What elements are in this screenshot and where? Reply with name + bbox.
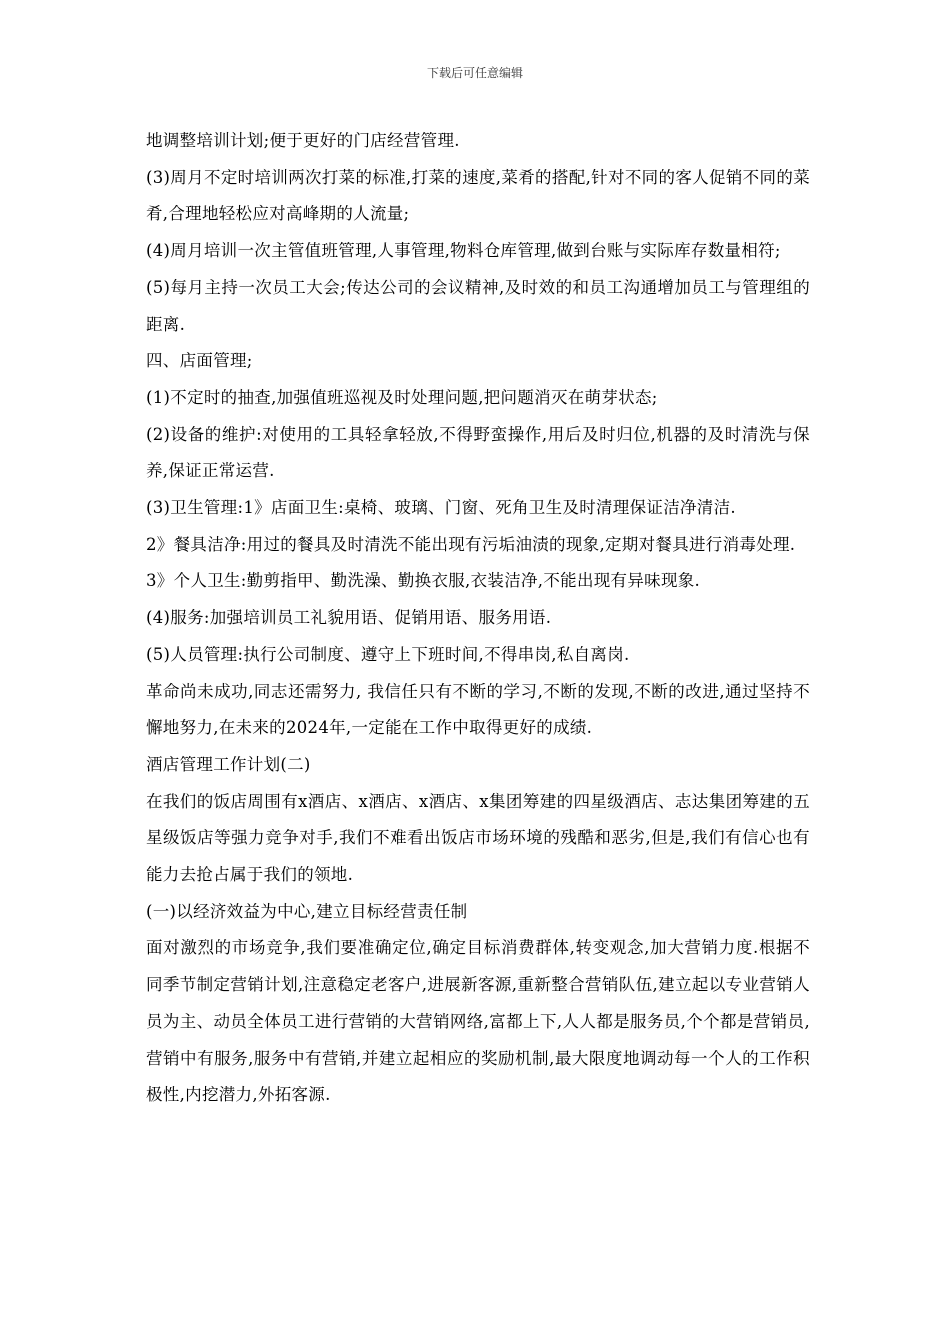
paragraph: (1)不定时的抽查,加强值班巡视及时处理问题,把问题消灭在萌芽状态; — [146, 387, 658, 407]
paragraph: 3》个人卫生:勤剪指甲、勤洗澡、勤换衣服,衣装洁净,不能出现有异味现象. — [146, 571, 701, 591]
paragraph: 地调整培训计划;便于更好的门店经营管理. — [146, 131, 460, 150]
paragraph: (3)周月不定时培训两次打菜的标准,打菜的速度,菜肴的搭配,针对不同的客人促销不同的菜肴,合理地轻松应对高峰期的人流量; — [146, 167, 810, 224]
paragraph: (5)人员管理:执行公司制度、遵守上下班时间,不得串岗,私自离岗. — [146, 644, 630, 664]
section-heading: 酒店管理工作计划(二) — [146, 754, 311, 774]
document-body — [146, 123, 810, 1114]
section-heading: 四、店面管理; — [146, 351, 253, 371]
paragraph: (4)服务:加强培训员工礼貌用语、促销用语、服务用语. — [146, 608, 552, 628]
section-heading: (一)以经济效益为中心,建立目标经营责任制 — [146, 901, 468, 921]
paragraph: (3)卫生管理:1》店面卫生:桌椅、玻璃、门窗、死角卫生及时清理保证洁净清洁. — [146, 498, 736, 518]
paragraph: 在我们的饭店周围有x酒店、x酒店、x酒店、x集团筹建的四星级酒店、志达集团筹建的五星级饭店等强力竞争对手,我们不难看出饭店市场环境的残酷和恶劣,但是,我们有信心也有能力去抢占属于我们的领地. — [146, 791, 810, 885]
paragraph: 面对激烈的市场竞争,我们要准确定位,确定目标消费群体,转变观念,加大营销力度.根据不同季节制定营销计划,注意稳定老客户,进展新客源,重新整合营销队伍,建立起以专业营销人员为主、动员全体员工进行营销的大营销网络,富都上下,人人都是服务员,个个都是营销员,营销中有服务,服务中有营销,并建立起相应的奖励机制,最大限度地调动每一个人的工作积极性,内挖潜力,外拓客源. — [146, 938, 810, 1105]
page-header: 下载后可任意编辑 — [426, 66, 523, 80]
paragraph: (2)设备的维护:对使用的工具轻拿轻放,不得野蛮操作,用后及时归位,机器的及时清洗与保养,保证正常运营. — [146, 424, 810, 481]
paragraph: 2》餐具洁净:用过的餐具及时清洗不能出现有污垢油渍的现象,定期对餐具进行消毒处理. — [146, 534, 796, 554]
paragraph: (5)每月主持一次员工大会;传达公司的会议精神,及时效的和员工沟通增加员工与管理组的距离. — [146, 277, 810, 334]
paragraph: 革命尚未成功,同志还需努力, 我信任只有不断的学习,不断的发现,不断的改进,通过坚持不懈地努力,在未来的2024年,一定能在工作中取得更好的成绩. — [146, 681, 810, 738]
paragraph: (4)周月培训一次主管值班管理,人事管理,物料仓库管理,做到台账与实际库存数量相符; — [146, 241, 781, 261]
